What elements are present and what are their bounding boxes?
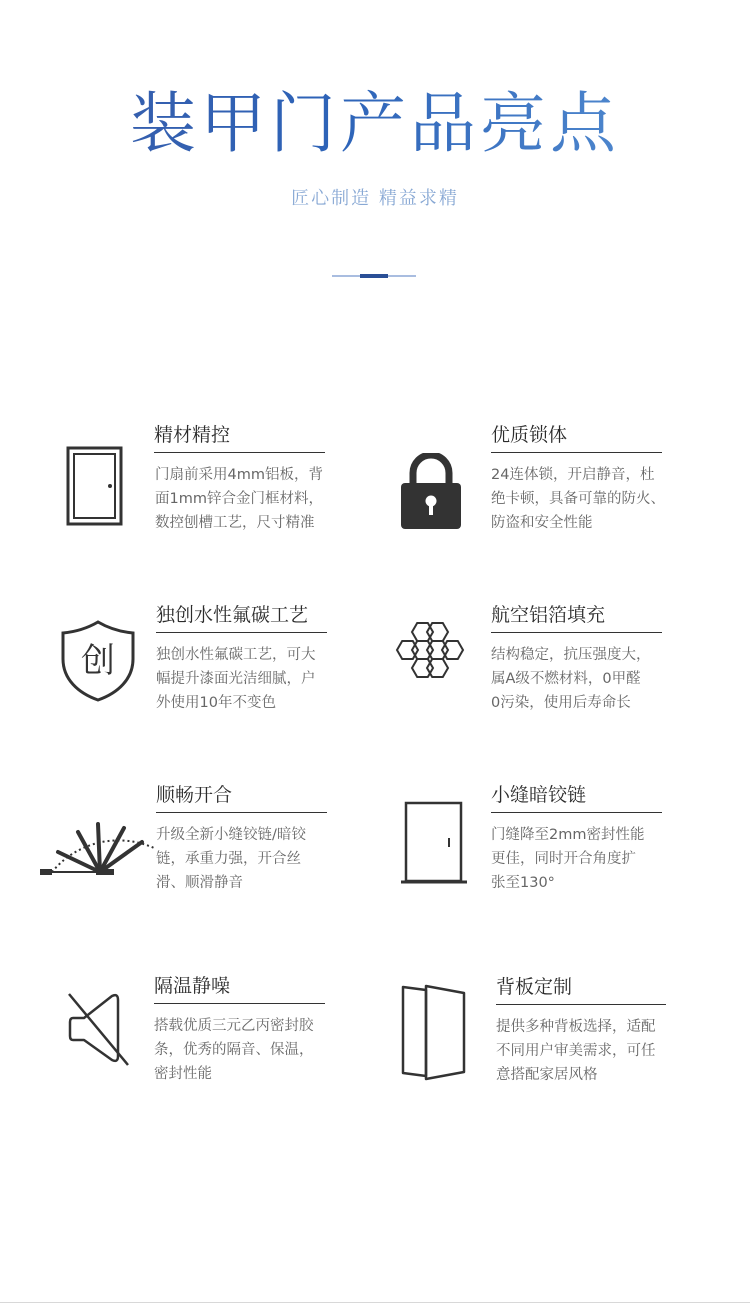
door-icon — [66, 446, 124, 526]
panels-icon — [400, 982, 470, 1082]
door-hinge-icon — [400, 800, 468, 886]
feature-underline — [491, 452, 662, 453]
feature-underline — [496, 1004, 666, 1005]
feature-title-lock: 优质锁体 — [491, 424, 568, 446]
feature-underline — [154, 452, 325, 453]
shield-icon-text: 创 — [81, 641, 115, 681]
feature-desc-panels: 提供多种背板选择，适配 不同用户审美需求，可任 意搭配家居风格 — [496, 1019, 656, 1083]
title-divider-accent — [360, 274, 388, 278]
mute-icon — [64, 990, 132, 1070]
feature-desc-hinge: 门缝降至2mm密封性能 更佳，同时开合角度扩 张至130° — [491, 827, 645, 891]
feature-title-materials: 精材精控 — [154, 424, 231, 446]
feature-desc-materials: 门扇前采用4mm铝板，背 面1mm锌合金门框材料， 数控刨槽工艺，尺寸精准 — [155, 467, 323, 531]
feature-underline — [491, 632, 662, 633]
feature-desc-smooth: 升级全新小缝铰链/暗铰 链，承重力强，开合丝 滑、顺滑静音 — [156, 827, 306, 891]
feature-underline — [156, 632, 327, 633]
bottom-rule — [0, 1302, 750, 1303]
feature-title-panels: 背板定制 — [496, 976, 573, 998]
feature-title-filling: 航空铝箔填充 — [491, 604, 606, 626]
padlock-icon — [400, 453, 462, 531]
page-title: 装甲门产品亮点 — [0, 70, 750, 165]
feature-desc-insulation: 搭载优质三元乙丙密封胶 条，优秀的隔音、保温， 密封性能 — [154, 1018, 314, 1082]
feature-desc-lock: 24连体锁，开启静音，杜 绝卡顿，具备可靠的防火、 防盗和安全性能 — [491, 467, 665, 531]
feature-title-insulation: 隔温静噪 — [154, 975, 231, 997]
door-swing-icon — [38, 818, 162, 878]
feature-underline — [154, 1003, 325, 1004]
page-subtitle: 匠心制造 精益求精 — [291, 188, 459, 209]
shield-icon — [60, 619, 136, 703]
feature-underline — [156, 812, 327, 813]
feature-title-hinge: 小缝暗铰链 — [491, 784, 587, 806]
feature-desc-filling: 结构稳定，抗压强度大， 属A级不燃材料，0甲醛 0污染，使用后寿命长 — [491, 647, 651, 711]
feature-desc-coating: 独创水性氟碳工艺，可大 幅提升漆面光洁细腻，户 外使用10年不变色 — [156, 647, 316, 711]
feature-underline — [491, 812, 662, 813]
feature-title-coating: 独创水性氟碳工艺 — [156, 604, 309, 626]
honeycomb-icon — [392, 618, 468, 688]
feature-title-smooth: 顺畅开合 — [156, 784, 233, 806]
